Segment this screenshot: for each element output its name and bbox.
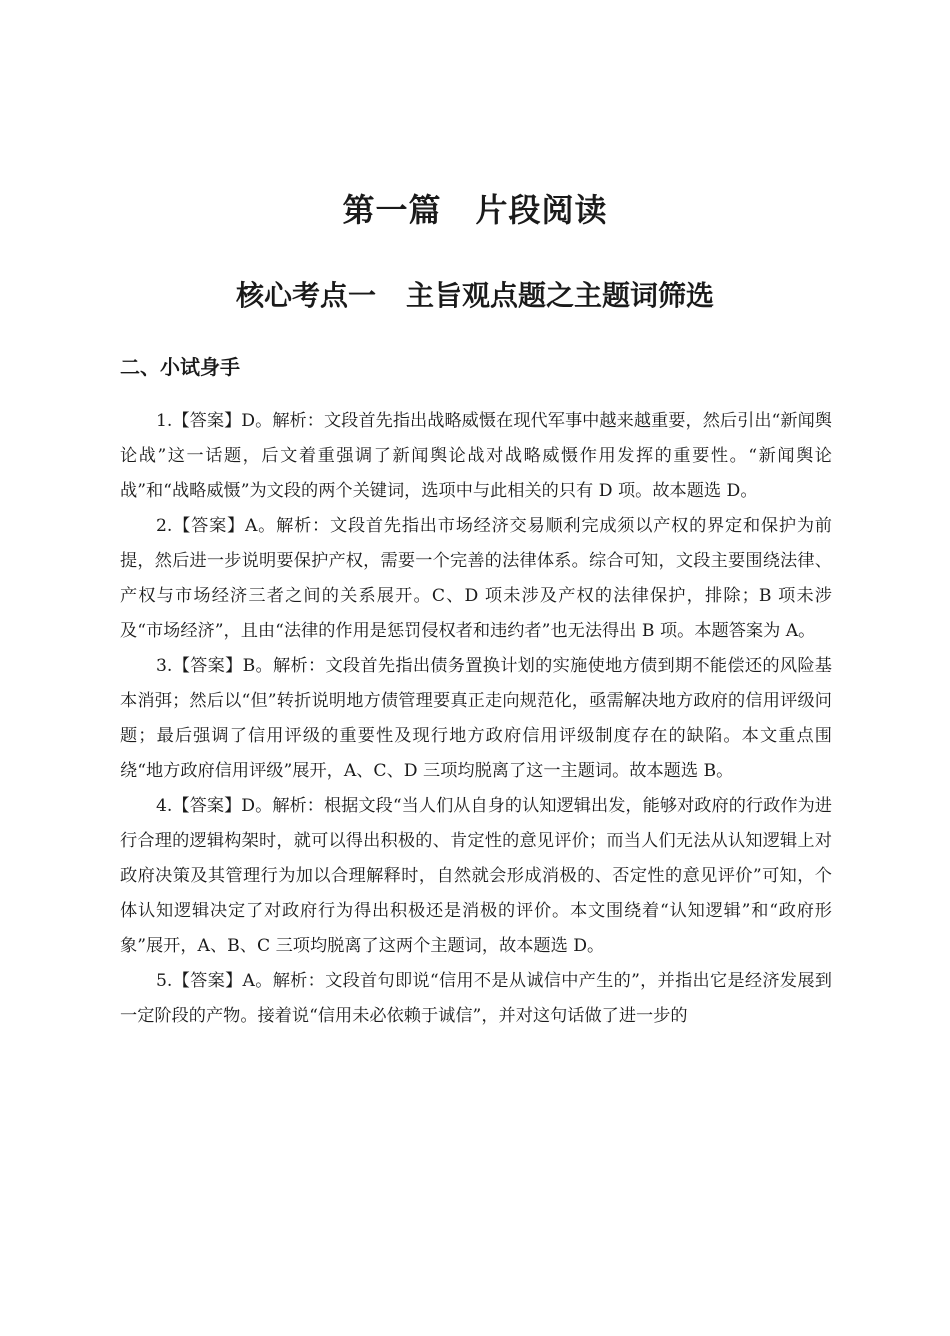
answer-number: 2. — [156, 516, 173, 536]
answer-tag: 【答案】 — [172, 411, 242, 431]
answer-text: B。解析：文段首先指出债务置换计划的实施使地方债到期不能偿还的风险基本消弭；然后以“但”转折说明地方债管理要真正走向规范化，亟需解决地方政府的信用评级问题；最后强调了信用评级的重要性及现行地方政府信用评级制度存在的缺陷。本文重点围绕“地方政府信用评级”展开，A、C、D 三项均脱离了这一主题词。故本题选 B。 — [120, 656, 832, 781]
part-title — [0, 186, 950, 234]
chapter-title-name: 主旨观点题之主题词筛选 — [406, 279, 715, 312]
answer-number: 5. — [156, 971, 173, 991]
answer-tag: 【答案】 — [172, 971, 243, 991]
answer-item — [120, 649, 832, 789]
answer-item — [120, 404, 832, 509]
part-title-number: 第一篇 — [342, 191, 442, 229]
answer-text: D。解析：根据文段“当人们从自身的认知逻辑出发，能够对政府的行政作为进行合理的逻辑构架时，就可以得出积极的、肯定性的意见评价；而当人们无法从认知逻辑上对政府决策及其管理行为加以合理解释时，自然就会形成消极的、否定性的意见评价”可知，个体认知逻辑决定了对政府行为得出积极还是消极的评价。本文围绕着“认知逻辑”和“政府形象”展开，A、B、C 三项均脱离了这两个主题词，故本题选 D。 — [120, 796, 832, 956]
chapter-title-number: 核心考点一 — [235, 279, 376, 312]
answer-tag: 【答案】 — [172, 516, 245, 536]
answer-item — [120, 509, 832, 649]
answer-tag: 【答案】 — [172, 656, 243, 676]
answer-text: D。解析：文段首先指出战略威慑在现代军事中越来越重要，然后引出“新闻舆论战”这一话题，后文着重强调了新闻舆论战对战略威慑作用发挥的重要性。“新闻舆论战”和“战略威慑”为文段的两个关键词，选项中与此相关的只有 D 项。故本题选 D。 — [120, 411, 832, 501]
answer-number: 4. — [156, 796, 173, 816]
answer-text: A。解析：文段首先指出市场经济交易顺利完成须以产权的界定和保护为前提，然后进一步说明要保护产权，需要一个完善的法律体系。综合可知，文段主要围绕法律、产权与市场经济三者之间的关系展开。C、D 项未涉及产权的法律保护，排除；B 项未涉及“市场经济”，且由“法律的作用是惩罚侵权者和违约者”也无法得出 B 项。本题答案为 A。 — [120, 516, 832, 641]
answer-item — [120, 789, 832, 964]
answer-tag: 【答案】 — [172, 796, 242, 816]
chapter-title — [0, 276, 950, 316]
part-title-name: 片段阅读 — [475, 191, 608, 229]
section-title: 二、小试身手 — [120, 355, 240, 379]
answer-list — [120, 404, 832, 1034]
answer-item — [120, 964, 832, 1034]
answer-number: 1. — [156, 411, 173, 431]
answer-number: 3. — [156, 656, 173, 676]
answer-text: A。解析：文段首句即说“信用不是从诚信中产生的”，并指出它是经济发展到一定阶段的产物。接着说“信用未必依赖于诚信”，并对这句话做了进一步的 — [120, 971, 832, 1026]
